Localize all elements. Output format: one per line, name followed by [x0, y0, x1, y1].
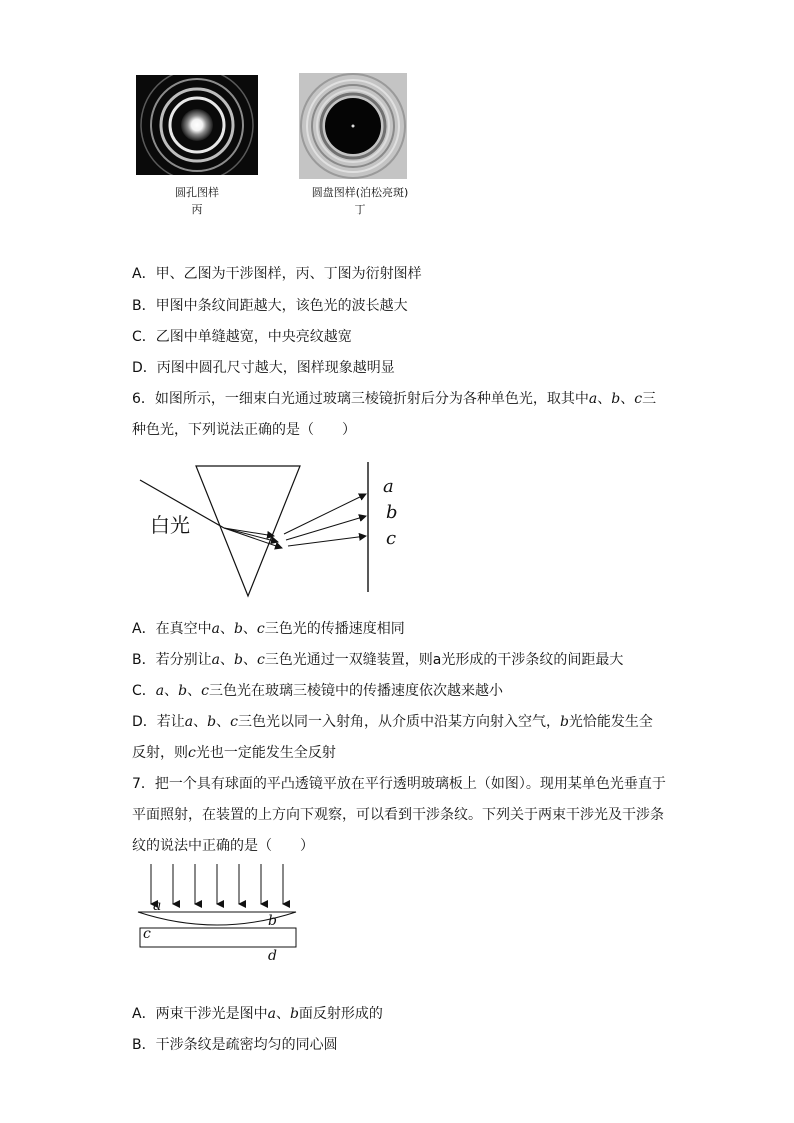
white-light-label: 白光	[150, 513, 190, 537]
q6-option-a[interactable]: A．在真空中a、b、c三色光的传播速度相同	[132, 621, 405, 637]
q7-option-a[interactable]: A．两束干涉光是图中a、b面反射形成的	[132, 1006, 383, 1022]
prism-label-b: b	[386, 502, 398, 523]
prism-label-a: a	[383, 476, 394, 497]
q7-stem-line3: 纹的说法中正确的是（ ）	[132, 838, 314, 854]
q6-stem-line2: 种色光，下列说法正确的是（ ）	[132, 422, 356, 438]
q6-option-d[interactable]: D．若让a、b、c三色光以同一入射角，从介质中沿某方向射入空气，b光恰能发生全	[132, 714, 653, 730]
lens-label-c: c	[143, 926, 151, 942]
right-figure-caption: 圆盘图样(泊松亮斑) 丁	[311, 186, 409, 216]
circular-hole-pattern-image	[136, 75, 258, 175]
q6-stem-line1: 6．如图所示，一细束白光通过玻璃三棱镜折射后分为各种单色光，取其中a、b、c三	[132, 391, 657, 407]
ray-internal-c	[224, 528, 282, 548]
lens-label-a: a	[153, 898, 162, 914]
glass-plate	[140, 928, 296, 947]
left-figure-caption: 圆孔图样 丙	[175, 186, 219, 216]
q5-option-a[interactable]: A．甲、乙图为干涉图样，丙、丁图为衍射图样	[132, 266, 422, 282]
q5-option-c[interactable]: C．乙图中单缝越宽，中央亮纹越宽	[132, 329, 352, 345]
lens-label-b: b	[268, 913, 277, 929]
incident-light-arrows	[151, 864, 283, 904]
q6-option-b[interactable]: B．若分别让a、b、c三色光通过一双缝装置，则a光形成的干涉条纹的间距最大	[132, 652, 624, 668]
circular-disk-pattern-image	[299, 73, 407, 179]
prism-label-c: c	[386, 528, 397, 549]
lens-label-d: d	[268, 948, 277, 964]
q7-stem-line2: 平面照射，在装置的上方向下观察，可以看到干涉条纹。下列关于两束干涉光及干涉条	[132, 807, 664, 823]
ray-exit-c	[288, 536, 366, 546]
q7-stem-line1: 7．把一个具有球面的平凸透镜平放在平行透明玻璃板上（如图）。现用某单色光垂直于	[132, 776, 666, 792]
ray-exit-b	[286, 516, 366, 540]
glass-prism	[196, 466, 300, 596]
q6-option-c[interactable]: C．a、b、c三色光在玻璃三棱镜中的传播速度依次越来越小	[132, 683, 503, 699]
q5-option-d[interactable]: D．丙图中圆孔尺寸越大，图样现象越明显	[132, 360, 395, 376]
q5-option-b[interactable]: B．甲图中条纹间距越大，该色光的波长越大	[132, 298, 408, 314]
q7-option-b[interactable]: B．干涉条纹是疏密均匀的同心圆	[132, 1037, 338, 1053]
q6-option-d-line2: 反射，则c光也一定能发生全反射	[132, 745, 336, 761]
